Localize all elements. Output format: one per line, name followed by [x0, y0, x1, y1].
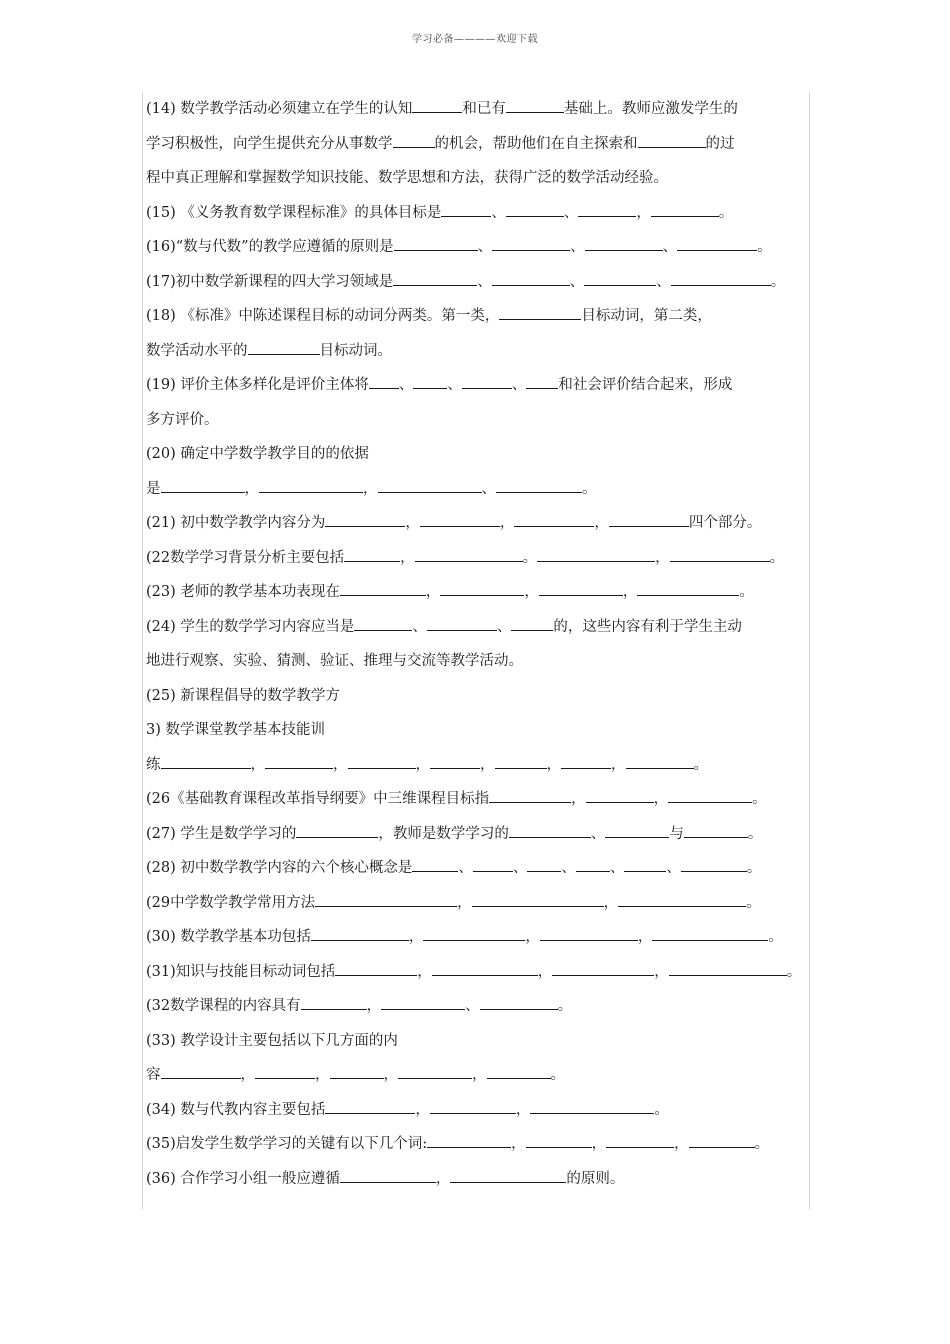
answer-blank[interactable] — [340, 583, 426, 596]
question-text: 。 — [768, 929, 783, 945]
answer-blank[interactable] — [585, 238, 663, 251]
answer-blank[interactable] — [539, 583, 623, 596]
question-text: ， — [333, 756, 348, 773]
answer-blank[interactable] — [315, 894, 457, 907]
answer-blank[interactable] — [552, 963, 654, 976]
question-line — [146, 437, 810, 472]
question-text: ， — [524, 584, 539, 600]
question-line — [146, 575, 810, 610]
question-line — [146, 713, 810, 748]
question-text: 、 — [569, 273, 585, 290]
question-line — [146, 1058, 810, 1093]
question-line — [146, 299, 810, 334]
answer-blank[interactable] — [492, 273, 570, 286]
question-text: 。 — [754, 1136, 770, 1152]
question-text: 练 — [146, 756, 161, 773]
question-text: (17)初中数学新课程的四大学习领域是 — [146, 273, 394, 290]
question-line — [146, 1093, 810, 1128]
question-text: ， — [425, 584, 441, 600]
question-text: ， — [315, 1067, 330, 1083]
question-text: 、 — [458, 860, 473, 876]
answer-blank[interactable] — [441, 204, 491, 217]
question-text: 、 — [511, 377, 527, 393]
question-text: (14) 数学教学活动必须建立在学生的认知 — [146, 101, 413, 117]
answer-blank[interactable] — [626, 756, 694, 769]
question-text: 。 — [786, 963, 802, 980]
question-text: 。 — [757, 239, 772, 255]
question-text: 。 — [746, 860, 762, 876]
answer-blank[interactable] — [487, 1066, 551, 1079]
answer-blank[interactable] — [427, 618, 497, 631]
question-line — [146, 920, 810, 955]
answer-blank[interactable] — [668, 790, 752, 803]
question-text: ， — [546, 756, 561, 773]
answer-blank[interactable] — [670, 549, 770, 562]
answer-blank[interactable] — [378, 480, 482, 493]
answer-blank[interactable] — [348, 756, 416, 769]
question-text: 。 — [747, 825, 763, 842]
answer-blank[interactable] — [161, 480, 245, 493]
question-line — [146, 782, 810, 817]
answer-blank[interactable] — [430, 1101, 516, 1114]
question-line — [146, 851, 810, 886]
answer-blank[interactable] — [652, 928, 768, 941]
question-text: ， — [537, 963, 553, 980]
question-text: 学习积极性，向学生提供充分从事数学 — [146, 135, 393, 152]
question-line — [146, 368, 810, 403]
question-text: ， — [525, 929, 540, 945]
question-text: 和社会评价结合起来，形成 — [558, 377, 733, 393]
question-text: 、 — [477, 273, 492, 290]
answer-blank[interactable] — [398, 1066, 472, 1079]
answer-blank[interactable] — [432, 963, 538, 976]
answer-blank[interactable] — [248, 342, 320, 355]
answer-blank[interactable] — [325, 514, 405, 527]
answer-blank[interactable] — [530, 1101, 654, 1114]
answer-blank[interactable] — [265, 756, 333, 769]
question-text: 、 — [656, 273, 671, 290]
question-text: 、 — [590, 825, 606, 842]
answer-blank[interactable] — [511, 618, 553, 631]
question-line — [146, 196, 810, 231]
question-line — [146, 92, 810, 127]
answer-blank[interactable] — [609, 514, 689, 527]
question-text: ， — [244, 480, 259, 497]
question-text: ， — [383, 1067, 398, 1083]
answer-blank[interactable] — [651, 204, 719, 217]
answer-blank[interactable] — [606, 1135, 674, 1148]
question-text: ， — [499, 515, 515, 531]
question-text: 多方评价。 — [146, 411, 219, 428]
question-text: 、 — [481, 480, 496, 497]
question-text: (25) 新课程倡导的数学教学方 — [146, 687, 340, 704]
answer-blank[interactable] — [586, 790, 654, 803]
question-text: ， — [415, 1101, 430, 1118]
question-text: ， — [408, 929, 424, 945]
question-line — [146, 230, 810, 265]
answer-blank[interactable] — [462, 376, 512, 389]
page-header: 学习必备————欢迎下载 — [412, 34, 538, 45]
question-text: (20) 确定中学数学教学目的的依据 — [146, 446, 369, 462]
question-text: ， — [571, 791, 586, 807]
question-text: ， — [363, 480, 378, 497]
answer-blank[interactable] — [415, 549, 523, 562]
answer-blank[interactable] — [638, 135, 706, 148]
question-text: 。 — [693, 756, 708, 773]
question-text: 3) 数学课堂教学基本技能训 — [146, 722, 325, 738]
question-list — [146, 92, 810, 1196]
answer-blank[interactable] — [301, 997, 367, 1010]
answer-blank[interactable] — [637, 583, 739, 596]
answer-blank[interactable] — [413, 376, 447, 389]
question-text: 的机会，帮助他们在自主探索和 — [434, 135, 638, 152]
question-text: 、 — [561, 860, 576, 876]
question-text: ， — [654, 963, 669, 980]
question-line — [146, 161, 810, 196]
question-text: 。 — [739, 584, 754, 600]
answer-blank[interactable] — [296, 825, 378, 838]
question-text: 。 — [582, 480, 597, 497]
question-text: ， — [472, 1067, 487, 1083]
answer-blank[interactable] — [354, 618, 412, 631]
answer-blank[interactable] — [335, 963, 417, 976]
answer-blank[interactable] — [427, 1135, 511, 1148]
question-line — [146, 610, 810, 645]
answer-blank[interactable] — [677, 238, 757, 251]
question-text: (32数学课程的内容具有 — [146, 998, 301, 1014]
answer-blank[interactable] — [526, 1135, 592, 1148]
answer-blank[interactable] — [576, 859, 610, 872]
question-text: ， — [240, 1067, 255, 1083]
question-text: ， — [653, 791, 669, 807]
answer-blank[interactable] — [605, 825, 669, 838]
question-text: 、 — [570, 239, 585, 255]
answer-blank[interactable] — [496, 480, 582, 493]
answer-blank[interactable] — [161, 756, 251, 769]
answer-blank[interactable] — [540, 928, 638, 941]
question-line — [146, 989, 810, 1024]
question-text: (34) 数与代教内容主要包括 — [146, 1101, 326, 1118]
question-text: (24) 学生的数学学习内容应当是 — [146, 618, 355, 635]
question-text: 目标动词。 — [319, 342, 392, 359]
question-text: 、 — [662, 239, 678, 255]
question-line — [146, 403, 810, 438]
answer-blank[interactable] — [499, 307, 581, 320]
question-text: (35)启发学生数学学习的关键有以下几个词: — [146, 1136, 428, 1152]
question-text: (36) 合作学习小组一般应遵循 — [146, 1170, 340, 1187]
question-text: 地进行观察、实验、猜测、验证、推理与交流等教学活动。 — [146, 653, 523, 669]
answer-blank[interactable] — [480, 997, 558, 1010]
question-text: 容 — [146, 1067, 161, 1083]
question-text: 。 — [769, 549, 785, 566]
question-line — [146, 541, 810, 576]
answer-blank[interactable] — [584, 273, 656, 286]
question-text: 基础上。教师应激发学生的 — [563, 101, 738, 117]
answer-blank[interactable] — [506, 204, 564, 217]
question-text: (21) 初中数学教学内容分为 — [146, 515, 326, 531]
question-text: (28) 初中数学教学内容的六个核心概念是 — [146, 860, 413, 876]
question-text: 数学活动水平的 — [146, 342, 248, 359]
answer-blank[interactable] — [394, 238, 478, 251]
question-text: 是 — [146, 480, 161, 497]
question-text: 目标动词，第二类， — [581, 308, 712, 324]
question-text: ， — [417, 963, 432, 980]
question-text: 的过 — [705, 135, 735, 152]
question-text: 、 — [491, 204, 506, 221]
answer-blank[interactable] — [684, 825, 748, 838]
question-text: 、 — [477, 239, 493, 255]
question-line — [146, 472, 810, 507]
answer-blank[interactable] — [578, 204, 636, 217]
question-text: 的，这些内容有利于学生主动 — [553, 618, 742, 635]
question-text: 程中真正理解和掌握数学知识技能、数学思想和方法，获得广泛的数学活动经验。 — [146, 170, 668, 186]
answer-blank[interactable] — [561, 756, 611, 769]
question-text: ， — [457, 894, 472, 911]
answer-blank[interactable] — [259, 480, 363, 493]
answer-blank[interactable] — [506, 100, 564, 113]
answer-blank[interactable] — [618, 894, 746, 907]
question-text: 的原则。 — [566, 1170, 625, 1187]
answer-blank[interactable] — [440, 583, 524, 596]
question-text: 、 — [398, 377, 414, 393]
question-text: ， — [674, 1136, 689, 1152]
answer-blank[interactable] — [689, 1135, 755, 1148]
question-text: ， — [405, 515, 420, 531]
question-text: 。 — [522, 549, 538, 566]
question-text: (27) 学生是数学学习的 — [146, 825, 297, 842]
question-text: (26《基础教育课程改革指导纲要》中三维课程目标指 — [146, 791, 490, 807]
answer-blank[interactable] — [393, 273, 477, 286]
answer-blank[interactable] — [450, 1170, 566, 1183]
question-line — [146, 1162, 810, 1197]
answer-blank[interactable] — [430, 756, 480, 769]
question-text: (31)知识与技能目标动词包括 — [146, 963, 336, 980]
answer-blank[interactable] — [340, 1170, 436, 1183]
question-text: 、 — [412, 618, 427, 635]
question-line — [146, 748, 810, 783]
question-line — [146, 644, 810, 679]
question-line — [146, 1127, 810, 1162]
question-text: (15) 《义务教育数学课程标准》的具体目标是 — [146, 204, 442, 221]
answer-blank[interactable] — [473, 859, 513, 872]
answer-blank[interactable] — [311, 928, 409, 941]
question-text: ， — [435, 1170, 451, 1187]
question-text: ， — [603, 894, 619, 911]
question-text: 与 — [669, 825, 684, 842]
question-line — [146, 506, 810, 541]
question-line — [146, 334, 810, 369]
question-text: 。 — [557, 998, 573, 1014]
question-text: (23) 老师的教学基本功表现在 — [146, 584, 340, 600]
question-text: ， — [655, 549, 670, 566]
answer-blank[interactable] — [393, 135, 435, 148]
question-line — [146, 265, 810, 300]
question-line — [146, 886, 810, 921]
answer-blank[interactable] — [255, 1066, 315, 1079]
question-text: 四个部分。 — [688, 515, 762, 531]
answer-blank[interactable] — [161, 1066, 241, 1079]
question-text: ， — [480, 756, 495, 773]
question-text: (30) 数学教学基本功包括 — [146, 929, 311, 945]
answer-blank[interactable] — [369, 376, 399, 389]
question-text: ， — [611, 756, 626, 773]
question-text: ， — [400, 549, 415, 566]
question-text: 、 — [666, 860, 681, 876]
answer-blank[interactable] — [669, 963, 787, 976]
answer-blank[interactable] — [671, 273, 771, 286]
question-line — [146, 679, 810, 714]
question-text: 。 — [718, 204, 734, 221]
question-text: 和已有 — [462, 101, 506, 117]
question-text: ， — [250, 756, 265, 773]
question-line — [146, 817, 810, 852]
question-text: (22数学学习背景分析主要包括 — [146, 549, 345, 566]
question-text: ， — [594, 515, 609, 531]
question-text: 、 — [512, 860, 528, 876]
answer-blank[interactable] — [537, 549, 655, 562]
answer-blank[interactable] — [325, 1101, 415, 1114]
question-text: ， — [366, 998, 382, 1014]
question-text: (33) 教学设计主要包括以下几方面的内 — [146, 1032, 398, 1049]
question-text: 。 — [770, 273, 786, 290]
question-text: 。 — [752, 791, 767, 807]
answer-blank[interactable] — [330, 1066, 384, 1079]
answer-blank[interactable] — [514, 514, 594, 527]
question-line — [146, 955, 810, 990]
question-text: (29中学数学教学常用方法 — [146, 894, 316, 911]
question-text: 、 — [496, 618, 512, 635]
question-text: ， — [515, 1101, 531, 1118]
question-text: ， — [637, 929, 653, 945]
answer-blank[interactable] — [381, 997, 465, 1010]
question-text: 。 — [654, 1101, 669, 1118]
answer-blank[interactable] — [423, 928, 525, 941]
question-text: (18) 《标准》中陈述课程目标的动词分两类。第一类， — [146, 308, 500, 324]
question-text: 。 — [746, 894, 761, 911]
answer-blank[interactable] — [681, 859, 747, 872]
question-text: ， — [415, 756, 430, 773]
question-text: (16)“数与代数”的教学应遵循的原则是 — [146, 239, 394, 255]
question-line — [146, 1024, 810, 1059]
question-text: ， — [511, 1136, 526, 1152]
question-text: 。 — [550, 1067, 565, 1083]
answer-blank[interactable] — [509, 825, 591, 838]
answer-blank[interactable] — [472, 894, 604, 907]
question-text: 、 — [447, 377, 462, 393]
question-text: ， — [591, 1136, 607, 1152]
question-text: ， — [622, 584, 638, 600]
answer-blank[interactable] — [526, 376, 558, 389]
answer-blank[interactable] — [420, 514, 500, 527]
question-text: 、 — [465, 998, 480, 1014]
answer-blank[interactable] — [412, 100, 462, 113]
answer-blank[interactable] — [492, 238, 570, 251]
question-text: ， — [636, 204, 651, 221]
answer-blank[interactable] — [489, 790, 571, 803]
question-text: ，教师是数学学习的 — [378, 825, 509, 842]
question-line — [146, 127, 810, 162]
answer-blank[interactable] — [527, 859, 561, 872]
answer-blank[interactable] — [412, 859, 458, 872]
answer-blank[interactable] — [344, 549, 400, 562]
question-text: 、 — [563, 204, 579, 221]
answer-blank[interactable] — [624, 859, 666, 872]
answer-blank[interactable] — [495, 756, 547, 769]
question-text: (19) 评价主体多样化是评价主体将 — [146, 377, 369, 393]
question-text: 、 — [609, 860, 625, 876]
